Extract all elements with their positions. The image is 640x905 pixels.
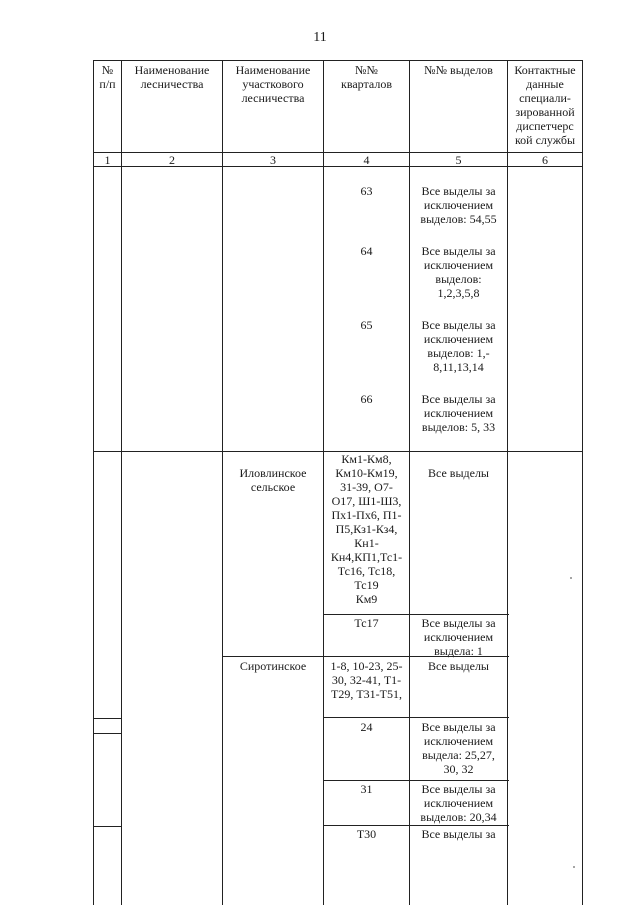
header-line: № [101, 63, 114, 77]
quarter-line: Тс16, Тс18, [337, 564, 396, 578]
allotment-line: выделов: 1,- [427, 346, 490, 360]
district-name-line: сельское [250, 480, 296, 494]
quarter-line: Т29, Т31-Т51, [331, 687, 402, 701]
header-line: Наименование [235, 63, 311, 77]
allotment-line: исключением [423, 406, 494, 420]
sirot-row-divider-2 [323, 780, 509, 781]
num-col-stub-1 [93, 718, 122, 719]
col-number-1: 1 [104, 153, 111, 167]
allotment-cell-t30 [410, 827, 507, 841]
quarter-line: 30, 32-41, Т1- [331, 673, 402, 687]
sirot-row-divider-1 [323, 717, 509, 718]
allotment-cell-ts17 [410, 616, 507, 658]
header-line: данные [526, 77, 564, 91]
allotment-line: выдела: 1 [434, 644, 483, 658]
header-line: диспетчерс [516, 119, 574, 133]
allotment-cell-63 [410, 184, 507, 226]
header-line: Контактные [514, 63, 576, 77]
header-line: участкового [242, 77, 304, 91]
allotment-line: Все выделы за [421, 616, 496, 630]
quarter-cell-31: 31 [360, 782, 373, 796]
quarter-line: Кн1- [354, 536, 379, 550]
header-line: специали- [519, 91, 571, 105]
quarter-line: Км10-Км19, [335, 466, 398, 480]
allotment-line: Все выделы за [421, 782, 496, 796]
allotment-cell-ilovlinskoe [410, 466, 507, 480]
quarter-cell-65: 65 [360, 318, 373, 332]
num-col-stub-3 [93, 826, 122, 827]
allotment-line: выделов: 5, 33 [421, 420, 496, 434]
allotment-cell-sirotinskoe [410, 659, 507, 673]
allotment-line: Все выделы [427, 466, 489, 480]
allotment-line: Все выделы за [421, 244, 496, 258]
header-line: №№ [355, 63, 378, 77]
header-cell-quarters [324, 63, 409, 91]
header-line: п/п [99, 77, 116, 91]
allotment-line: исключением [423, 258, 494, 272]
header-cell-district-forestry [223, 63, 323, 105]
allotment-line: 1,2,3,5,8 [437, 286, 480, 300]
district-ilovlinskoe [223, 466, 323, 494]
allotment-cell-24 [410, 720, 507, 776]
allotment-line: Все выделы за [421, 392, 496, 406]
header-cell-allotments [410, 63, 507, 77]
sirot-row-divider-3 [323, 825, 509, 826]
col-number-6: 6 [542, 153, 548, 167]
header-line: кварталов [341, 77, 392, 91]
scan-speck [573, 866, 575, 868]
header-cell-number [94, 63, 121, 91]
allotment-line: выделов: 54,55 [420, 212, 497, 226]
district-name-line: Иловлинское [239, 466, 307, 480]
quarter-cell-24: 24 [360, 720, 373, 734]
allotment-cell-31 [410, 782, 507, 824]
allotment-line: выдела: 25,27, [422, 748, 495, 762]
allotment-line: Все выделы за [421, 720, 496, 734]
allotment-cell-65 [410, 318, 507, 374]
header-line: лесничества [140, 77, 204, 91]
header-line: №№ выделов [424, 63, 493, 77]
num-col-stub-2 [93, 733, 122, 734]
header-cell-contacts [508, 63, 582, 147]
table-border-left [93, 60, 94, 905]
quarter-line: Пх1-Пх6, П1- [331, 508, 402, 522]
allotment-line: Все выделы за [421, 318, 496, 332]
header-line: лесничества [241, 91, 305, 105]
header-top-border [93, 60, 583, 61]
scan-speck [570, 577, 572, 579]
col-divider-5 [507, 60, 508, 905]
allotment-cell-66 [410, 392, 507, 434]
quarter-line: 1-8, 10-23, 25- [330, 659, 403, 673]
quarter-line: Км9 [355, 592, 378, 606]
allotment-line: 8,11,13,14 [433, 360, 484, 374]
header-line: кой службы [514, 133, 576, 147]
quarter-cell-63: 63 [360, 184, 373, 198]
allotment-line: исключением [423, 734, 494, 748]
quarter-cell-ts17: Тс17 [354, 616, 379, 630]
allotment-line: исключением [423, 198, 494, 212]
col-divider-1 [121, 60, 122, 905]
quarter-line: Км1-Км8, [341, 452, 392, 466]
district-sirotinskoe: Сиротинское [239, 659, 307, 673]
allotment-line: 30, 32 [443, 762, 474, 776]
col-number-5: 5 [455, 153, 462, 167]
quarter-line: Тс19 [354, 578, 379, 592]
header-line: Наименование [134, 63, 210, 77]
allotment-line: выделов: [435, 272, 482, 286]
ilov-row-divider [323, 614, 509, 615]
allotment-cell-64 [410, 244, 507, 300]
allotment-line: выделов: 20,34 [420, 810, 497, 824]
page-number: 11 [313, 30, 327, 45]
header-cell-forestry [122, 63, 222, 91]
quarter-line: 31-39, О7- [340, 480, 393, 494]
quarter-cell-ilovlinskoe [324, 452, 409, 606]
quarter-cell-66: 66 [360, 392, 373, 406]
quarter-line: П5,Кз1-Кз4, [335, 522, 398, 536]
col-number-3: 3 [270, 153, 276, 167]
quarter-line: Кн4,КП1,Тс1- [330, 550, 403, 564]
allotment-line: исключением [423, 796, 494, 810]
quarter-cell-sirotinskoe [324, 659, 409, 701]
quarter-cell-t30: Т30 [356, 827, 377, 841]
quarter-cell-64: 64 [360, 244, 373, 258]
quarter-line: О17, Ш1-Ш3, [331, 494, 402, 508]
col-number-4: 4 [363, 153, 370, 167]
header-line: зированной [515, 105, 575, 119]
allotment-line: исключением [423, 332, 494, 346]
allotment-line: исключением [423, 630, 494, 644]
allotment-line: Все выделы за [421, 827, 496, 841]
table-border-right [582, 60, 583, 905]
allotment-line: Все выделы [427, 659, 489, 673]
allotment-line: Все выделы за [421, 184, 496, 198]
col-number-2: 2 [169, 153, 175, 167]
